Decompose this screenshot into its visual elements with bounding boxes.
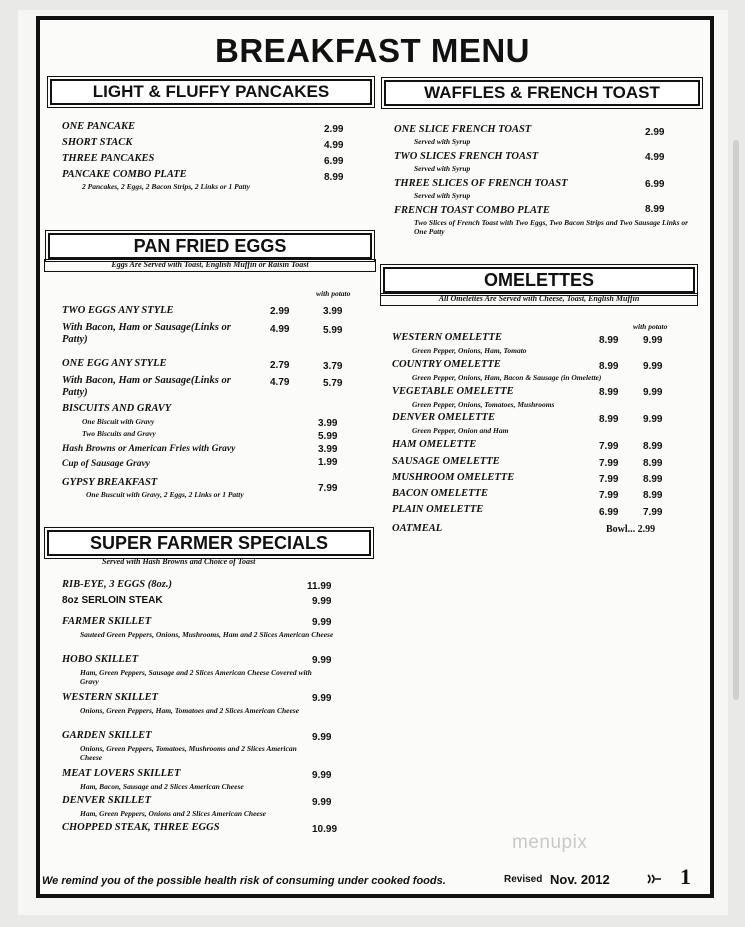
menu-item-name: 8oz SERLOIN STEAK — [62, 595, 163, 606]
menu-item-name: BACON OMELETTE — [392, 488, 488, 499]
menu-item-name: TWO SLICES FRENCH TOAST — [394, 151, 539, 162]
menu-item-desc: 2 Pancakes, 2 Eggs, 2 Bacon Strips, 2 Links or 1 Patty — [82, 182, 250, 191]
menu-item-name: WESTERN OMELETTE — [392, 332, 502, 343]
farmer-subheading: Served with Hash Browns and Choice of Toast — [102, 557, 256, 566]
menu-item-price: 2.99 — [270, 306, 290, 317]
menu-item-name: TWO EGGS ANY STYLE — [62, 305, 174, 316]
menu-item-price-potato: 7.99 — [318, 483, 338, 494]
revised-label: Revised — [504, 874, 543, 885]
menu-item-desc: Green Pepper, Onions, Tomatoes, Mushrooms — [412, 400, 555, 409]
menu-item-name: ONE EGG ANY STYLE — [62, 358, 167, 369]
menu-item-name: With Bacon, Ham or Sausage(Links or Patty) — [62, 375, 231, 398]
menu-item-name: MUSHROOM OMELETTE — [392, 472, 515, 483]
menu-item-price: Bowl... 2.99 — [606, 524, 656, 535]
menu-item-price: 8.99 — [599, 387, 619, 398]
eggs-heading: PAN FRIED EGGS — [48, 233, 372, 259]
menu-item-price: 4.99 — [324, 140, 344, 151]
menu-item-desc: One Buscuit with Gravy, 2 Eggs, 2 Links or 1 Patty — [86, 490, 244, 499]
menu-item-name: PANCAKE COMBO PLATE — [62, 169, 187, 180]
menu-item-desc: Ham, Green Peppers, Onions and 2 Slices American Cheese — [80, 809, 266, 818]
menu-item-price: 8.99 — [599, 335, 619, 346]
menu-item-price: 10.99 — [312, 824, 338, 835]
menu-item-desc: Green Pepper, Onions, Ham, Tomato — [412, 346, 527, 355]
menu-item-desc: Ham, Green Peppers, Sausage and 2 Slices American Cheese Covered with Gravy — [80, 668, 312, 686]
menu-item-price: 8.99 — [599, 361, 619, 372]
menu-item-price-potato: 5.99 — [318, 431, 338, 442]
menu-item-price: 8.99 — [324, 172, 344, 183]
menu-item-price: 8.99 — [645, 204, 665, 215]
omelettes-potato-col-header: with potato — [633, 322, 668, 331]
menu-item-price: 6.99 — [599, 507, 619, 518]
menu-frame — [36, 16, 714, 898]
menu-item-name: With Bacon, Ham or Sausage(Links or Patty) — [62, 322, 231, 345]
menu-item-price: 6.99 — [324, 156, 344, 167]
menu-item-price-potato: 9.99 — [643, 361, 663, 372]
menu-item-price-potato: 3.79 — [323, 361, 343, 372]
menu-item-name: THREE PANCAKES — [62, 153, 155, 164]
menu-item-price: 7.99 — [599, 490, 619, 501]
pancakes-heading: LIGHT & FLUFFY PANCAKES — [50, 79, 372, 105]
menu-item-price-potato: 9.99 — [643, 335, 663, 346]
menu-item-price-potato: 8.99 — [643, 490, 663, 501]
menu-item-name: THREE SLICES OF FRENCH TOAST — [394, 178, 568, 189]
menu-item-price: 4.99 — [270, 324, 290, 335]
menu-item-name: Two Biscuits and Gravy — [82, 429, 156, 438]
menu-item-price: 2.79 — [270, 360, 290, 371]
eggs-subheading: Eggs Are Served with Toast, English Muffin or Raisin Toast — [44, 259, 376, 272]
menu-item-price-potato: 5.99 — [323, 325, 343, 336]
menu-item-price-potato: 1.99 — [318, 457, 338, 468]
menu-item-desc: Served with Syrup — [414, 164, 471, 173]
menu-item-price-potato: 3.99 — [318, 444, 338, 455]
menu-item-desc: Two Slices of French Toast with Two Eggs, Two Bacon Strips and Two Sausage Links or One Patty — [414, 218, 689, 236]
menu-item-price-potato: 8.99 — [643, 441, 663, 452]
menu-item-price-potato: 8.99 — [643, 458, 663, 469]
menu-item-price: 2.99 — [324, 124, 344, 135]
printer-logo-icon — [646, 873, 662, 889]
menu-item-name: GARDEN SKILLET — [62, 730, 152, 741]
menu-item-price-potato: 7.99 — [643, 507, 663, 518]
menu-item-desc: Ham, Bacon, Sausage and 2 Slices American Cheese — [80, 782, 244, 791]
menu-item-price: 9.99 — [312, 596, 332, 607]
menu-item-desc: Onions, Green Peppers, Ham, Tomatoes and 2 Slices American Cheese — [80, 706, 300, 715]
menu-item-price: 7.99 — [599, 474, 619, 485]
menu-item-price: 9.99 — [312, 797, 332, 808]
menu-item-name: SHORT STACK — [62, 137, 133, 148]
watermark-text: menupix — [512, 832, 588, 853]
waffles-heading: WAFFLES & FRENCH TOAST — [384, 80, 700, 106]
menu-item-price: 8.99 — [599, 414, 619, 425]
menu-item-name: FRENCH TOAST COMBO PLATE — [394, 205, 550, 216]
menu-item-name: RIB-EYE, 3 EGGS (8oz.) — [62, 579, 172, 590]
page-title: BREAKFAST MENU — [214, 32, 530, 69]
menu-item-name: FARMER SKILLET — [62, 616, 152, 627]
menu-item-desc: Served with Syrup — [414, 191, 471, 200]
menu-item-name: OATMEAL — [392, 523, 443, 534]
omelettes-heading: OMELETTES — [383, 267, 695, 293]
menu-item-name: GYPSY BREAKFAST — [62, 477, 158, 488]
menu-item-desc: Served with Syrup — [414, 137, 471, 146]
menu-item-price: 11.99 — [307, 581, 332, 592]
menu-item-name: Cup of Sausage Gravy — [62, 459, 150, 469]
menu-item-price-potato: 8.99 — [643, 474, 663, 485]
menu-item-name: ONE SLICE FRENCH TOAST — [394, 124, 532, 135]
menu-item-price: 6.99 — [645, 179, 665, 190]
menu-item-price: 9.99 — [312, 770, 332, 781]
menu-item-name: MEAT LOVERS SKILLET — [62, 768, 181, 779]
menu-item-name: ONE PANCAKE — [62, 121, 136, 132]
revised-date: Nov. 2012 — [550, 872, 610, 887]
menu-item-name: VEGETABLE OMELETTE — [392, 386, 514, 397]
farmer-heading: SUPER FARMER SPECIALS — [47, 530, 371, 556]
health-notice: We remind you of the possible health risk of consuming under cooked foods. — [42, 875, 446, 887]
scrollbar[interactable] — [733, 140, 739, 700]
menu-item-price: 9.99 — [312, 655, 332, 666]
menu-item-price: 4.79 — [270, 377, 290, 388]
menu-item-price: 2.99 — [645, 127, 665, 138]
menu-item-price-potato: 9.99 — [643, 414, 663, 425]
menu-item-price-potato: 3.99 — [323, 306, 343, 317]
menu-item-name: One Biscuit with Gravy — [82, 417, 155, 426]
menu-item-name: COUNTRY OMELETTE — [392, 359, 501, 370]
menu-item-name: CHOPPED STEAK, THREE EGGS — [62, 822, 220, 833]
menu-item-name: DENVER OMELETTE — [392, 412, 495, 423]
menu-item-price: 7.99 — [599, 441, 619, 452]
menu-item-price: 4.99 — [645, 152, 665, 163]
menu-item-price-potato: 9.99 — [643, 387, 663, 398]
menu-item-desc: Sauteed Green Peppers, Onions, Mushrooms, Ham and 2 Slices American Cheese — [80, 630, 334, 639]
menu-item-name: WESTERN SKILLET — [62, 692, 158, 703]
menu-item-price-potato: 5.79 — [323, 378, 343, 389]
menu-item-price: 9.99 — [312, 732, 332, 743]
page-number: 1 — [680, 864, 691, 889]
menu-item-name: HOBO SKILLET — [62, 654, 139, 665]
menu-item-name: SAUSAGE OMELETTE — [392, 456, 500, 467]
menu-item-desc: Onions, Green Peppers, Tomatoes, Mushrooms and 2 Slices American Cheese — [80, 744, 297, 762]
menu-item-name: BISCUITS AND GRAVY — [62, 403, 172, 414]
omelettes-subheading: All Omelettes Are Served with Cheese, Toast, English Muffin — [380, 293, 698, 306]
menu-item-price: 7.99 — [599, 458, 619, 469]
eggs-potato-col-header: with potato — [316, 289, 351, 298]
menu-item-name: PLAIN OMELETTE — [392, 504, 484, 515]
menu-item-name: Hash Browns or American Fries with Gravy — [62, 444, 236, 454]
menu-item-name: HAM OMELETTE — [392, 439, 477, 450]
menu-item-desc: Green Pepper, Onions, Ham, Bacon & Sausage (in Omelette) — [412, 373, 602, 382]
menu-item-price-potato: 3.99 — [318, 418, 338, 429]
menu-item-name: DENVER SKILLET — [62, 795, 151, 806]
menu-item-price: 9.99 — [312, 617, 332, 628]
menu-item-desc: Green Pepper, Onion and Ham — [412, 426, 509, 435]
menu-item-price: 9.99 — [312, 693, 332, 704]
